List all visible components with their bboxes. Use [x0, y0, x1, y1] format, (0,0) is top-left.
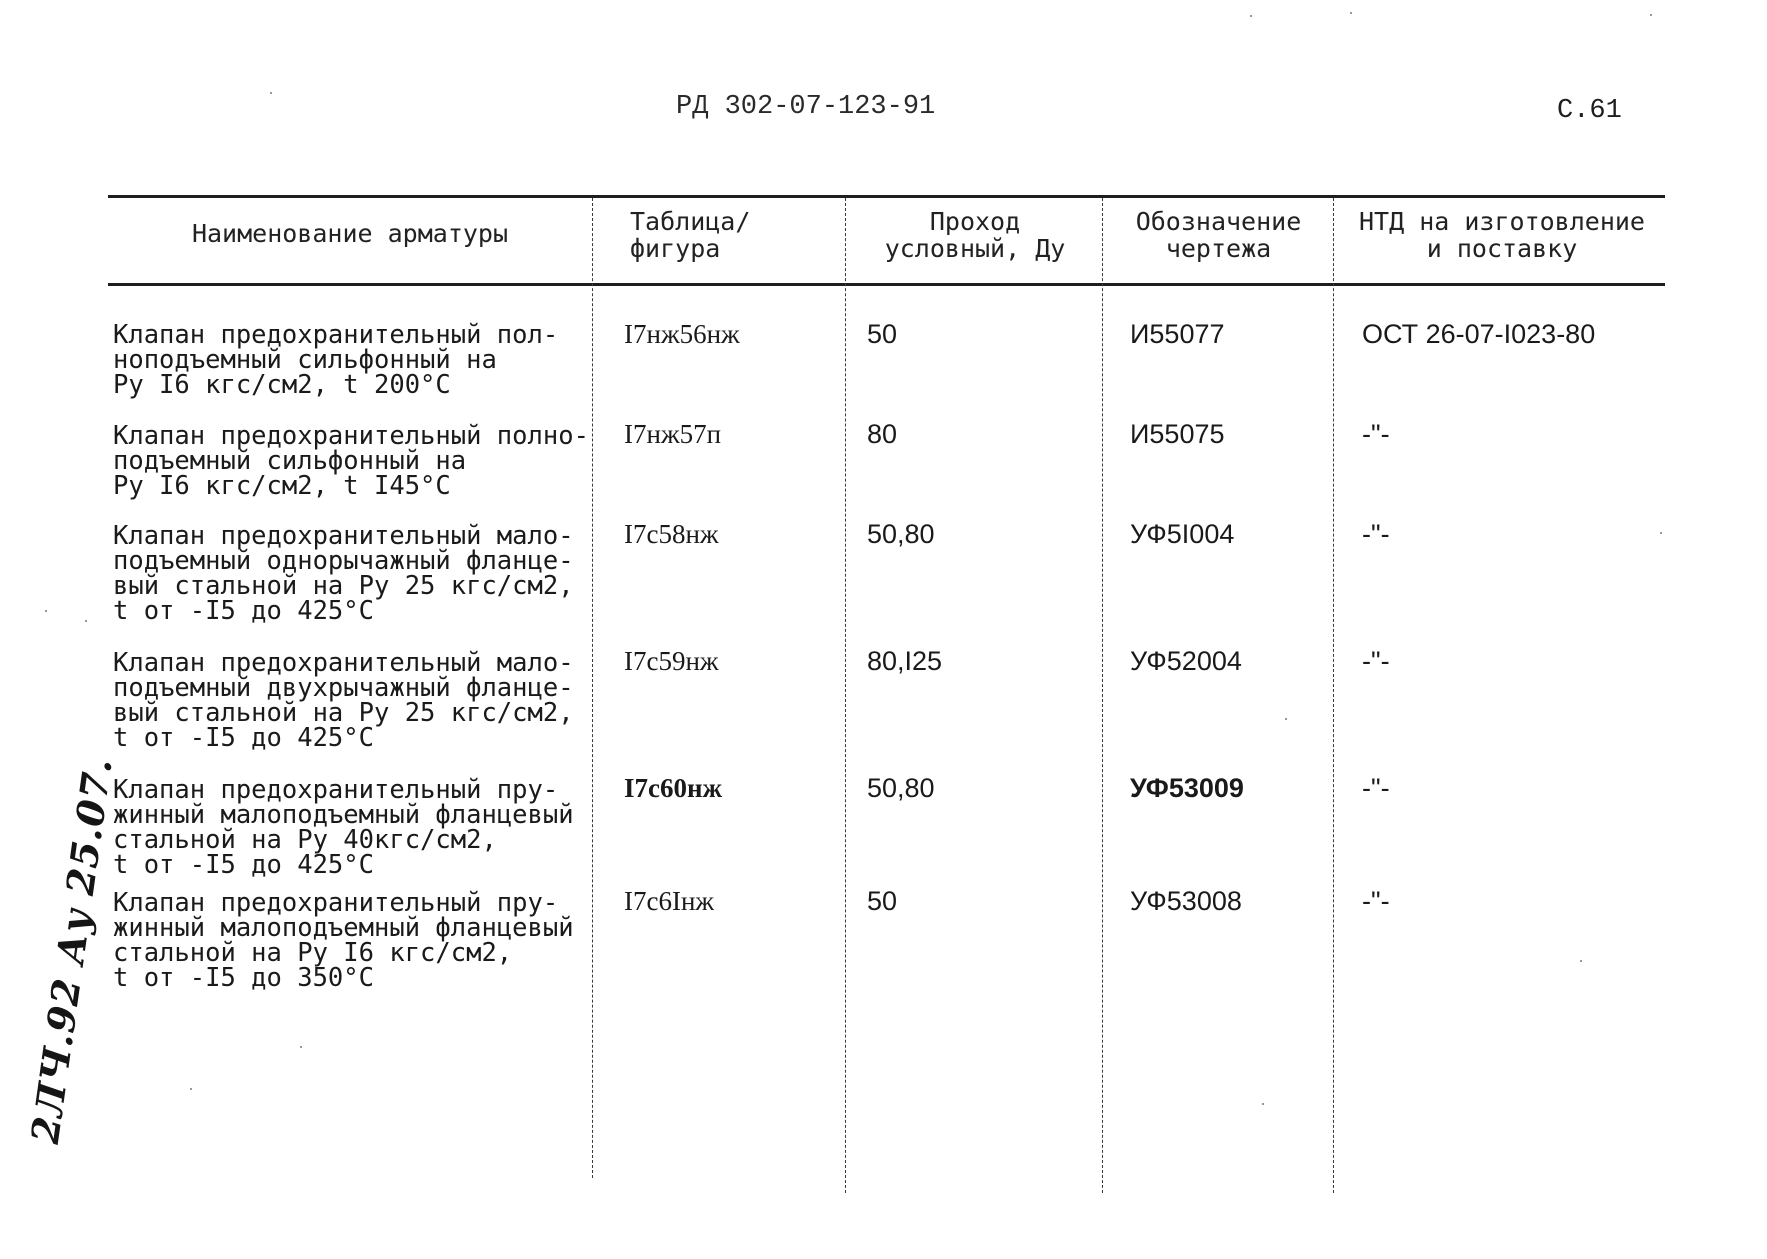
table-row-drawing: УФ5I004 — [1130, 519, 1235, 549]
column-header-dn: Проход условный, Ду — [884, 207, 1066, 263]
column-header-name: Наименование арматуры — [191, 219, 509, 248]
table-row-name: Клапан предохранительный полно- подъемный сильфонный на Ру I6 кгс/см2, t I45°С — [113, 421, 589, 501]
scan-speck — [1350, 12, 1352, 14]
table-row-dn: 50 — [867, 886, 898, 916]
column-divider-2 — [845, 198, 846, 1193]
table-row-dn: 50,80 — [867, 519, 935, 549]
table-row-ntd: -"- — [1362, 773, 1390, 803]
table-top-rule — [108, 195, 1665, 198]
column-divider-3 — [1102, 198, 1103, 1193]
column-header-ntd: НТД на изготовление и поставку — [1359, 207, 1645, 263]
scan-speck — [1262, 1103, 1264, 1105]
table-row-figure: I7с60нж — [624, 773, 723, 803]
column-divider-4 — [1333, 198, 1334, 1193]
table-row-ntd: ОСТ 26-07-I023-80 — [1362, 319, 1596, 349]
scan-speck — [1580, 960, 1582, 962]
table-header-rule — [108, 283, 1665, 286]
table-row-dn: 80,I25 — [867, 646, 943, 676]
table-row-figure: I7с59нж — [624, 646, 719, 676]
table-row-figure: I7с58нж — [624, 519, 719, 549]
table-row-ntd: -"- — [1362, 886, 1390, 916]
column-header-figure: Таблица/ фигура — [630, 207, 751, 263]
table-row-drawing: УФ53008 — [1130, 886, 1242, 916]
table-row-drawing: И55077 — [1130, 319, 1225, 349]
scan-speck — [300, 1046, 302, 1048]
column-header-drawing: Обозначение чертежа — [1135, 207, 1302, 263]
table-row-ntd: -"- — [1362, 646, 1390, 676]
table-row-ntd: -"- — [1362, 519, 1390, 549]
scan-speck — [45, 610, 47, 612]
scan-speck — [1250, 15, 1252, 17]
handwritten-margin-note: 2ЛЧ.92 Ау 25.07. — [22, 754, 121, 1147]
scan-speck — [1285, 718, 1287, 720]
table-row-name: Клапан предохранительный мало- подъемный двухрычажный фланце- вый стальной на Ру 25 кгс/см2, t от -I5 до 425°С — [113, 648, 574, 753]
table-row-figure: I7нж57п — [624, 419, 722, 449]
scan-speck — [270, 92, 272, 94]
table-row-ntd: -"- — [1362, 419, 1390, 449]
table-row-figure: I7с6Iнж — [624, 886, 715, 916]
table-row-name: Клапан предохранительный пру- жинный малоподъемный фланцевый стальной на Ру I6 кгс/см2, t от -I5 до 350°С — [113, 888, 574, 993]
table-row-dn: 50 — [867, 319, 898, 349]
document-code: РД 302-07-123-91 — [676, 92, 936, 122]
scan-speck — [85, 620, 87, 622]
table-row-drawing: И55075 — [1130, 419, 1225, 449]
table-row-drawing: УФ52004 — [1130, 646, 1242, 676]
scan-speck — [190, 1088, 192, 1090]
scan-speck — [1660, 532, 1662, 534]
table-row-name: Клапан предохранительный пру- жинный малоподъемный фланцевый стальной на Ру 40кгс/см2, t от -I5 до 425°С — [113, 775, 574, 880]
column-divider-1 — [592, 198, 593, 1178]
table-row-name: Клапан предохранительный пол- ноподъемный сильфонный на Ру I6 кгс/см2, t 200°С — [113, 320, 559, 400]
table-row-figure: I7нж56нж — [624, 319, 740, 349]
scan-speck — [1650, 14, 1652, 16]
table-row-drawing: УФ53009 — [1130, 773, 1244, 803]
table-row-dn: 80 — [867, 419, 898, 449]
table-row-dn: 50,80 — [867, 773, 935, 803]
page-number: С.61 — [1557, 96, 1622, 126]
table-row-name: Клапан предохранительный мало- подъемный однорычажный фланце- вый стальной на Ру 25 кгс/см2, t от -I5 до 425°С — [113, 521, 574, 626]
